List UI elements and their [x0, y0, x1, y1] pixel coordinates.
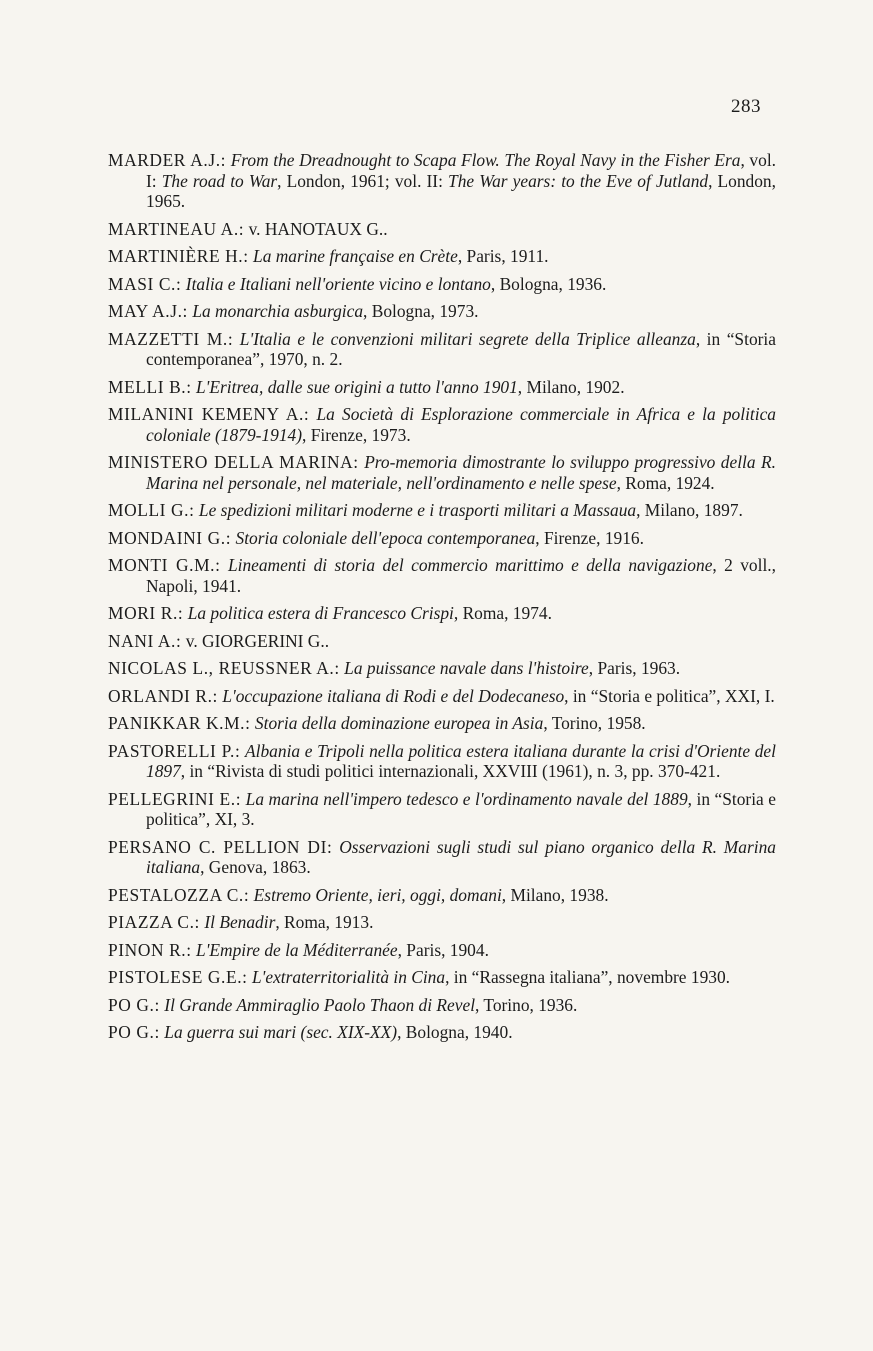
bibliography-entry: [108, 301, 776, 322]
bibliography-entry: [108, 603, 776, 624]
entry-title: La monarchia asburgica: [192, 301, 364, 321]
entry-author: PO G.:: [108, 1022, 160, 1042]
entry-title: La Società di Esplorazione commerciale in Africa e la politica coloniale (1879-1914): [146, 404, 776, 445]
entry-author: PANIKKAR K.M.:: [108, 713, 251, 733]
entry-details: , Paris, 1904.: [397, 939, 489, 960]
entry-details: , Roma, 1913.: [275, 912, 374, 932]
entry-author: MILANINI KEMENY A.:: [108, 404, 310, 424]
entry-details: , in “Rassegna italiana”, novembre 1930.: [445, 967, 731, 987]
entry-title: Albania e Tripoli nella politica estera italiana durante la crisi d'Oriente del 1897: [146, 740, 776, 781]
entry-details: , Torino, 1958.: [543, 713, 646, 733]
entry-details: , Torino, 1936.: [475, 994, 578, 1015]
page-number: 283: [731, 96, 761, 117]
entry-author: MAY A.J.:: [108, 301, 188, 321]
entry-title: La guerra sui mari (sec. XIX-XX): [164, 1022, 398, 1042]
entry-title: The road to War: [161, 170, 278, 191]
entry-author: PIAZZA C.:: [108, 912, 200, 932]
entry-author: MONTI G.M.:: [108, 555, 221, 575]
bibliography-entry: [108, 912, 776, 933]
entry-details: , Roma, 1974.: [453, 603, 552, 623]
bibliography-entry: [108, 329, 776, 370]
entry-details: , Bologna, 1940.: [397, 1022, 513, 1042]
entry-title: L'Empire de la Méditerranée: [196, 939, 398, 960]
entry-details: , Milano, 1897.: [636, 500, 743, 520]
entry-details: , Paris, 1963.: [588, 658, 681, 678]
bibliography-entry: [108, 940, 776, 961]
bibliography-entry: [108, 837, 776, 878]
entry-title: Storia coloniale dell'epoca contemporanea: [235, 527, 536, 548]
bibliography-entry: [108, 885, 776, 906]
entry-author: PINON R.:: [108, 939, 192, 960]
entry-title: Pro-memoria dimostrante lo sviluppo progressivo della R. Marina nel personale, nel materiale, nell'ordinamento e nelle spese: [146, 452, 776, 493]
entry-author: MARDER A.J.:: [108, 150, 227, 170]
bibliography-entry: [108, 967, 776, 988]
entry-details: v. HANOTAUX G..: [248, 218, 388, 239]
entry-details: , Bologna, 1973.: [363, 301, 479, 321]
entry-author: MONDAINI G.:: [108, 527, 232, 548]
entry-author: MINISTERO DELLA MARINA:: [108, 452, 359, 472]
entry-details: , in “Storia e politica”, XXI, I.: [564, 685, 775, 706]
entry-details: , in “Storia contemporanea”, 1970, n. 2.: [146, 328, 776, 369]
entry-title: L'Italia e le convenzioni militari segrete della Triplice alleanza: [239, 328, 696, 349]
bibliography-entry: [108, 274, 776, 295]
bibliography-entry: [108, 741, 776, 782]
bibliography-list: [108, 150, 776, 1050]
entry-author: PISTOLESE G.E.:: [108, 967, 248, 987]
bibliography-entry: [108, 150, 776, 212]
entry-title: Il Grande Ammiraglio Paolo Thaon di Revel: [164, 994, 476, 1015]
entry-title: La marine française en Crète: [253, 246, 458, 266]
entry-author: PESTALOZZA C.:: [108, 884, 250, 905]
entry-details: , vol. I:: [146, 150, 776, 191]
entry-details: , Firenze, 1973.: [302, 424, 411, 445]
entry-title: From the Dreadnought to Scapa Flow. The Royal Navy in the Fisher Era: [230, 150, 741, 170]
bibliography-entry: [108, 500, 776, 521]
bibliography-entry: [108, 789, 776, 830]
entry-details: , Firenze, 1916.: [535, 527, 644, 548]
entry-details: , Genova, 1863.: [200, 857, 311, 877]
entry-details: , Roma, 1924.: [616, 472, 715, 493]
bibliography-entry: [108, 452, 776, 493]
entry-author: PASTORELLI P.:: [108, 740, 241, 761]
entry-author: MORI R.:: [108, 603, 184, 623]
bibliography-entry: [108, 713, 776, 734]
bibliography-entry: [108, 555, 776, 596]
entry-title: L'occupazione italiana di Rodi e del Dodecaneso: [222, 685, 565, 706]
entry-author: MARTINEAU A.:: [108, 218, 245, 239]
bibliography-entry: [108, 1022, 776, 1043]
bibliography-entry: [108, 528, 776, 549]
entry-title: Italia e Italiani nell'oriente vicino e lontano: [185, 273, 491, 294]
entry-author: MOLLI G.:: [108, 500, 195, 520]
entry-details: , in “Storia e politica”, XI, 3.: [146, 788, 776, 829]
entry-title: Osservazioni sugli studi sul piano organico della R. Marina italiana: [146, 836, 776, 877]
entry-title: Storia della dominazione europea in Asia: [254, 713, 544, 733]
entry-title: La politica estera di Francesco Crispi: [187, 603, 454, 623]
entry-details: , London, 1965.: [146, 170, 776, 211]
entry-details: , in “Rivista di studi politici internazionali, XXVIII (1961), n. 3, pp. 370-421.: [180, 761, 721, 781]
bibliography-entry: [108, 686, 776, 707]
entry-author: NANI A.:: [108, 630, 182, 651]
bibliography-entry: [108, 631, 776, 652]
entry-details: , Milano, 1902.: [517, 376, 625, 397]
entry-details: , Paris, 1911.: [457, 246, 549, 266]
entry-author: PERSANO C. PELLION DI:: [108, 836, 333, 857]
entry-details: v. GIORGERINI G..: [185, 630, 330, 651]
bibliography-entry: [108, 658, 776, 679]
entry-author: PELLEGRINI E.:: [108, 788, 242, 809]
entry-title: Lineamenti di storia del commercio marittimo e della navigazione: [227, 555, 713, 575]
entry-details: , 2 voll., Napoli, 1941.: [146, 555, 776, 596]
entry-title: La marina nell'impero tedesco e l'ordinamento navale del 1889: [245, 788, 688, 809]
bibliography-entry: [108, 995, 776, 1016]
entry-title: La puissance navale dans l'histoire: [344, 658, 589, 678]
entry-author: NICOLAS L., REUSSNER A.:: [108, 658, 340, 678]
entry-details: , Milano, 1938.: [501, 884, 609, 905]
entry-details: , Bologna, 1936.: [490, 273, 607, 294]
bibliography-entry: [108, 219, 776, 240]
entry-author: PO G.:: [108, 994, 160, 1015]
entry-details: , London, 1961; vol. II:: [277, 170, 449, 191]
entry-title: The War years: to the Eve of Jutland: [448, 170, 709, 191]
entry-title: L'Eritrea, dalle sue origini a tutto l'anno 1901: [196, 376, 518, 397]
entry-title: L'extraterritorialità in Cina: [251, 967, 446, 987]
bibliography-entry: [108, 377, 776, 398]
bibliography-entry: [108, 404, 776, 445]
entry-author: MELLI B.:: [108, 376, 192, 397]
bibliography-entry: [108, 246, 776, 267]
entry-title: Estremo Oriente, ieri, oggi, domani: [253, 884, 502, 905]
entry-author: MASI C.:: [108, 273, 182, 294]
entry-title: Il Benadir: [204, 912, 276, 932]
entry-author: MARTINIÈRE H.:: [108, 246, 249, 266]
entry-author: ORLANDI R.:: [108, 685, 218, 706]
entry-title: Le spedizioni militari moderne e i trasporti militari a Massaua: [198, 500, 637, 520]
entry-author: MAZZETTI M.:: [108, 328, 234, 349]
